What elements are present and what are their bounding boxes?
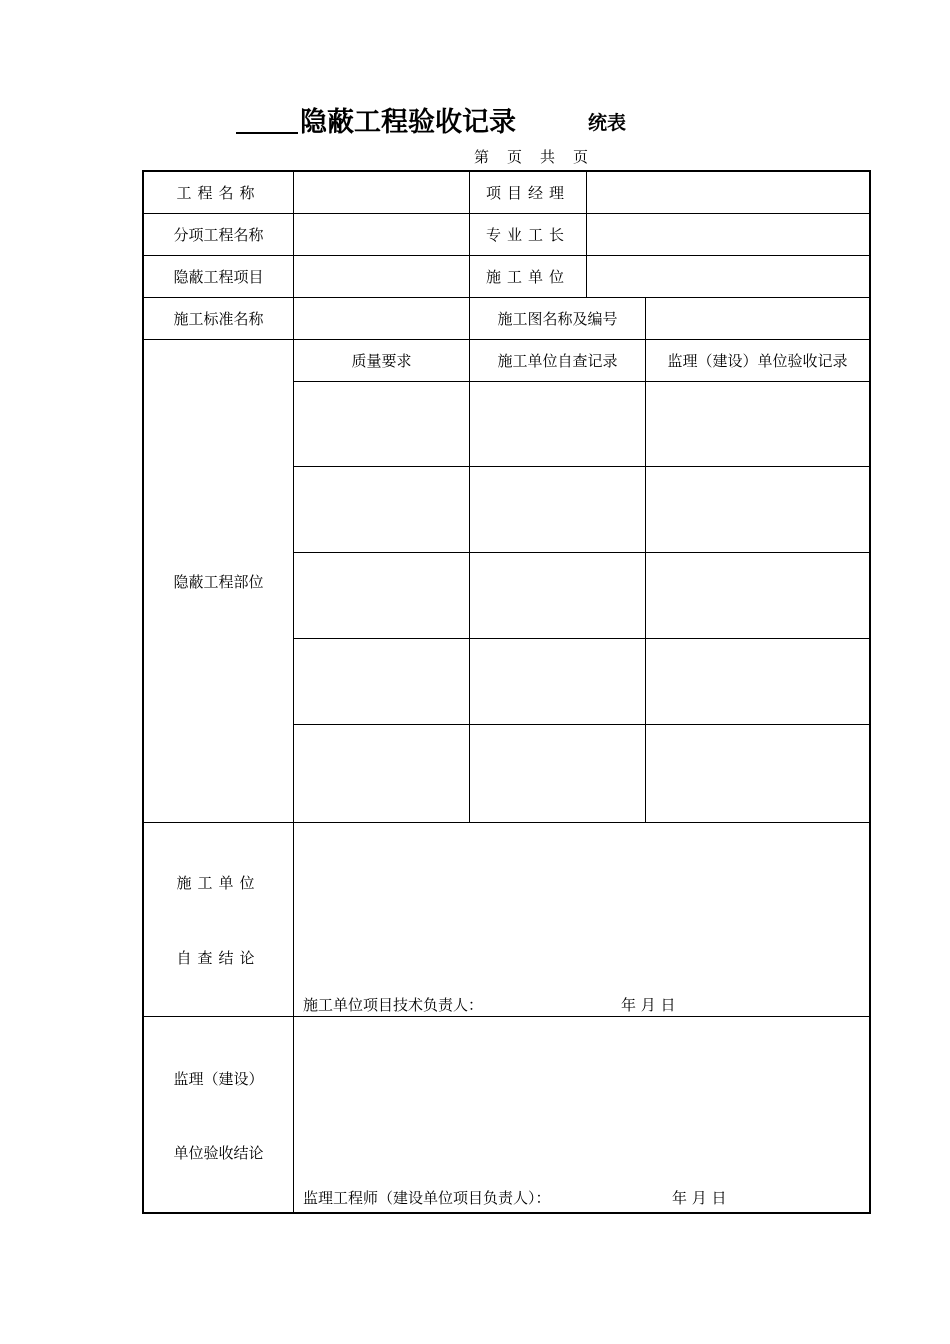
self-conclusion-label-line2: 自查结论 <box>176 948 261 967</box>
self-conclusion-date: 年 月 日 <box>621 996 676 1014</box>
table-cell[interactable] <box>470 725 645 822</box>
self-conclusion-field[interactable] <box>294 823 869 1016</box>
foreman-label: 专业工长 <box>485 226 570 244</box>
table-cell[interactable] <box>294 382 469 466</box>
page-info-gong: 共 <box>540 148 556 166</box>
quality-header: 质量要求 <box>351 352 412 370</box>
form-title: 隐蔽工程验收记录 <box>300 107 516 138</box>
supervision-conclusion-label-line1: 监理（建设） <box>173 1069 264 1088</box>
table-cell[interactable] <box>294 467 469 552</box>
table-cell[interactable] <box>294 553 469 638</box>
supervision-header: 监理（建设）单位验收记录 <box>667 352 848 370</box>
drawing-name-label: 施工图名称及编号 <box>497 310 618 328</box>
sub-project-field[interactable] <box>294 214 469 255</box>
self-check-header: 施工单位自查记录 <box>497 352 618 370</box>
construction-unit-field[interactable] <box>587 256 869 297</box>
table-cell[interactable] <box>470 382 645 466</box>
project-name-field[interactable] <box>294 172 469 213</box>
supervision-conclusion-date: 年 月 日 <box>672 1189 727 1207</box>
self-conclusion-label-line1: 施工单位 <box>176 873 261 892</box>
form-subtitle: 统表 <box>588 112 627 134</box>
table-cell[interactable] <box>470 467 645 552</box>
concealed-part-label: 隐蔽工程部位 <box>173 572 264 591</box>
self-conclusion-signature: 施工单位项目技术负责人： <box>303 996 484 1014</box>
table-cell[interactable] <box>646 639 869 724</box>
supervision-conclusion-label-line2: 单位验收结论 <box>173 1143 264 1162</box>
supervision-conclusion-field[interactable] <box>294 1017 869 1212</box>
title-row <box>0 100 950 140</box>
standard-name-label: 施工标准名称 <box>173 310 264 328</box>
page-info-ye2: 页 <box>573 148 589 166</box>
table-cell[interactable] <box>294 725 469 822</box>
page-info-ye1: 页 <box>507 148 523 166</box>
drawing-name-field[interactable] <box>646 298 869 339</box>
sub-project-label: 分项工程名称 <box>173 226 264 244</box>
table-cell[interactable] <box>470 553 645 638</box>
table-cell[interactable] <box>646 553 869 638</box>
page-info <box>474 146 606 167</box>
table-cell[interactable] <box>646 725 869 822</box>
project-name-label: 工程名称 <box>176 184 261 202</box>
table-cell[interactable] <box>470 639 645 724</box>
construction-unit-label: 施工单位 <box>485 268 570 286</box>
page-info-di: 第 <box>474 148 490 166</box>
supervision-conclusion-signature: 监理工程师（建设单位项目负责人）： <box>303 1189 551 1207</box>
table-cell[interactable] <box>646 382 869 466</box>
table-cell[interactable] <box>646 467 869 552</box>
table-cell[interactable] <box>294 639 469 724</box>
project-manager-field[interactable] <box>587 172 869 213</box>
concealed-item-field[interactable] <box>294 256 469 297</box>
standard-name-field[interactable] <box>294 298 469 339</box>
foreman-field[interactable] <box>587 214 869 255</box>
title-blank-line <box>236 132 298 134</box>
concealed-item-label: 隐蔽工程项目 <box>173 268 264 286</box>
record-form <box>142 170 871 1214</box>
project-manager-label: 项目经理 <box>485 184 570 202</box>
